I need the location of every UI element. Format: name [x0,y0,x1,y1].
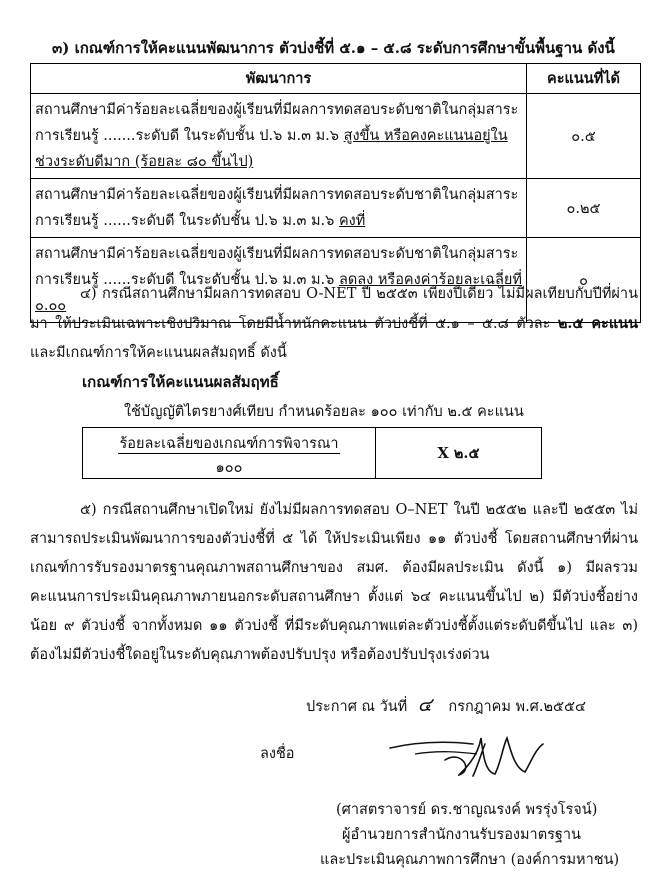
table-cell-description [31,94,527,179]
fraction-bar [118,453,340,454]
paragraph-4 [30,280,638,368]
table-row [31,94,641,179]
paragraph-4-bold: ๒.๕ คะแนน [557,315,638,332]
handwritten-signature [385,724,555,784]
formula-numerator: ร้อยละเฉลี่ยของเกณฑ์การพิจารณา [119,436,339,452]
table-cell-score: ๐.๕ [527,94,641,179]
paragraph-4-text: ๔) กรณีสถานศึกษามีผลการทดสอบ O-NET ปี ๒๕๕๓ เพียงปีเดียว ไม่มีผลเทียบกับปีที่ผ่านมา ให้ประเมินเฉพาะเชิงปริมาณ โดยมีน้ำหนักคะแนน ตัวบ่งชี้ที่ ๕.๑ – ๕.๘ ตัวละ [30,286,638,332]
table-cell-description [31,179,527,238]
announce-day: ๔ [417,694,432,716]
sign-label: ลงชื่อ [260,746,295,762]
row-emphasis: คงที่ [338,213,366,229]
announcement-date [306,690,586,720]
table-header-score: คะแนนที่ได้ [527,64,641,94]
announce-prefix: ประกาศ ณ วันที่ [306,699,408,715]
signatory-title-1: ผู้อำนวยการสำนักงานรับรองมาตรฐาน [342,827,581,843]
table-cell-score: ๐ [527,238,641,323]
paragraph-5: ๕) กรณีสถานศึกษาเปิดใหม่ ยังไม่มีผลการทดสอบ O–NET ในปี ๒๕๕๒ และปี ๒๕๕๓ ไม่สามารถประเมินพัฒนาการของตัวบ่งชี้ที่ ๕ ได้ ให้ประเมินเพียง ๑๑ ตัวบ่งชี้ โดยสถานศึกษาที่ผ่านเกณฑ์การรับรองมาตรฐานคุณภาพสถานศึกษาของ สมศ. ต้องมีผลประเมิน ดังนี้ ๑) มีผลรวมคะแนนการประเมินคุณภาพภายนอกระดับสถานศึกษา ตั้งแต่ ๖๔ คะแนนขึ้นไป ๒) มีตัวบ่งชี้อย่างน้อย ๙ ตัวบ่งชี้ จากทั้งหมด ๑๑ ตัวบ่งชี้ ที่มีระดับคุณภาพแต่ละตัวบ่งชี้ตั้งแต่ระดับดีขึ้นไป และ ๓) ต้องไม่มีตัวบ่งชี้ใดอยู่ในระดับคุณภาพต้องปรับปรุง หรือต้องปรับปรุงเร่งด่วน [30,502,638,663]
table-row [31,179,641,238]
announce-month-year: กรกฎาคม พ.ศ.๒๕๕๔ [448,699,586,715]
row-text: สถานศึกษามีค่าร้อยละเฉลี่ยของผู้เรียนที่มีผลการทดสอบระดับชาติในกลุ่มสาระการเรียนรู้ .......ระดับดี ในระดับชั้น ป.๖ ม.๓ ม.๖ [35,102,519,144]
row-text: สถานศึกษามีค่าร้อยละเฉลี่ยของผู้เรียนที่มีผลการทดสอบระดับชาติในกลุ่มสาระการเรียนรู้ ......ระดับดี ในระดับชั้น ป.๖ ม.๓ ม.๖ [35,187,519,229]
achievement-rule: ใช้บัญญัติไตรยางศ์เทียบ กำหนดร้อยละ ๑๐๐ เท่ากับ ๒.๕ คะแนน [124,404,524,420]
formula-fraction [83,428,376,479]
achievement-heading: เกณฑ์การให้คะแนนผลสัมฤทธิ์ [82,373,279,391]
row-emphasis: ลดลง หรือคงค่าร้อยละเฉลี่ยที่ ๐.๐๐ [35,272,522,314]
section3-heading: ๓) เกณฑ์การให้คะแนนพัฒนาการ ตัวบ่งชี้ที่ ๕.๑ – ๕.๘ ระดับการศึกษาขั้นพื้นฐาน ดังนี้ [52,39,615,57]
table-header-development: พัฒนาการ [31,64,527,94]
formula-multiplier: X ๒.๕ [376,428,542,479]
formula-table [82,427,542,479]
row-text: สถานศึกษามีค่าร้อยละเฉลี่ยของผู้เรียนที่มีผลการทดสอบระดับชาติในกลุ่มสาระการเรียนรู้ ......ระดับดี ในระดับชั้น ป.๖ ม.๓ ม.๖ [35,246,519,288]
signatory-name: (ศาสตราจารย์ ดร.ชาญณรงค์ พรรุ่งโรจน์) [336,802,598,818]
table-cell-score: ๐.๒๕ [527,179,641,238]
signatory-title-2: และประเมินคุณภาพการศึกษา (องค์การมหาชน) [320,852,620,868]
formula-denominator: ๑๐๐ [215,460,243,476]
paragraph-4-text-end: และมีเกณฑ์การให้คะแนนผลสัมฤทธิ์ ดังนี้ [30,345,287,361]
row-emphasis: สูงขึ้น หรือคงคะแนนอยู่ในช่วงระดับดีมาก (ร้อยละ ๘๐ ขึ้นไป) [35,128,508,170]
